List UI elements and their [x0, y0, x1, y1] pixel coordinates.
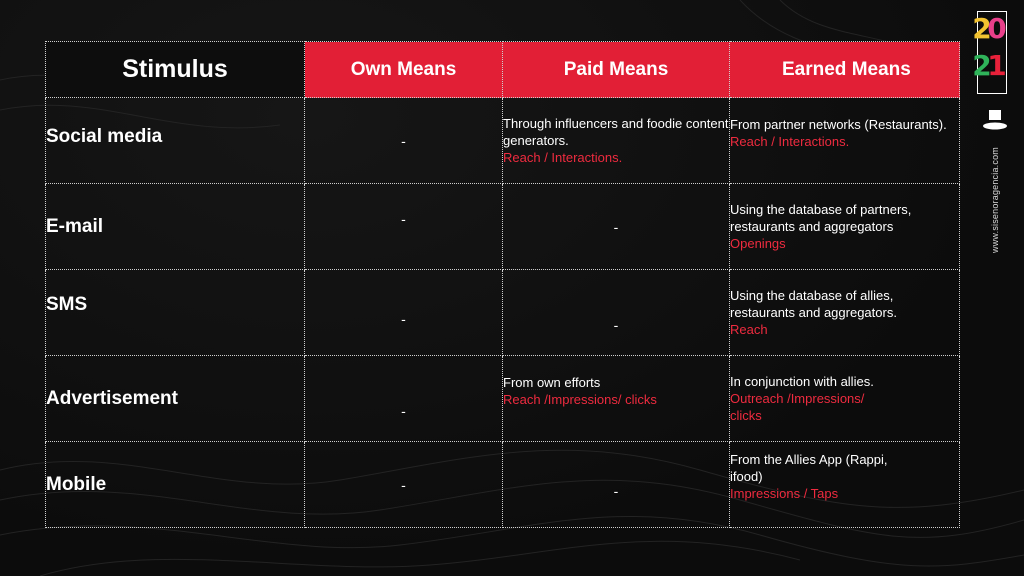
own-dash: -	[401, 132, 406, 149]
earned-description: Using the database of allies, restaurants and aggregators.	[730, 288, 897, 320]
header-earned-means: Earned Means	[730, 42, 960, 98]
top-hat-icon	[982, 107, 1008, 133]
table-row-advertisement	[46, 356, 960, 442]
paid-cell	[503, 98, 730, 184]
own-cell	[305, 270, 503, 356]
earned-metric: Impressions / Taps	[730, 486, 839, 501]
own-cell	[305, 184, 503, 270]
paid-dash: -	[613, 482, 619, 499]
own-dash: -	[401, 310, 406, 327]
paid-description: Through influencers and foodie content generators.	[503, 116, 729, 148]
logo-digit: 1	[987, 49, 1007, 82]
row-label-text: Advertisement	[46, 387, 178, 409]
earned-description: From the Allies App (Rappi, ifood)	[730, 452, 888, 484]
header-own-means: Own Means	[305, 42, 503, 98]
earned-description: Using the database of partners, restaurants and aggregators	[730, 202, 912, 234]
row-label-text: SMS	[46, 293, 88, 315]
row-label-text: E-mail	[46, 215, 104, 237]
website-url: www.sisenoragencia.com	[990, 147, 1000, 253]
row-label-text: Mobile	[46, 473, 107, 495]
earned-description: In conjunction with allies.	[730, 374, 874, 389]
logo-digit: 2	[972, 12, 992, 45]
website-vertical-text	[985, 140, 1005, 260]
paid-cell	[503, 356, 730, 442]
row-label	[46, 356, 305, 442]
own-dash: -	[401, 210, 406, 227]
earned-metric: Outreach /Impressions/ clicks	[730, 391, 865, 423]
paid-cell	[503, 184, 730, 270]
paid-metric: Reach /Impressions/ clicks	[503, 391, 657, 407]
earned-description: From partner networks (Restaurants).	[730, 116, 947, 132]
row-label	[46, 98, 305, 184]
earned-metric: Reach	[730, 322, 768, 337]
paid-dash: -	[613, 316, 619, 333]
logo-digit: 0	[987, 12, 1007, 45]
earned-cell	[730, 356, 960, 442]
paid-cell	[503, 270, 730, 356]
media-stimulus-table	[45, 41, 960, 528]
paid-cell	[503, 442, 730, 528]
paid-metric: Reach / Interactions.	[503, 150, 623, 165]
row-label	[46, 270, 305, 356]
earned-cell	[730, 442, 960, 528]
own-cell	[305, 98, 503, 184]
table-header-row	[46, 42, 960, 98]
paid-dash: -	[613, 218, 619, 235]
year-logo	[972, 11, 1007, 94]
row-label	[46, 442, 305, 528]
row-label	[46, 184, 305, 270]
paid-description: From own efforts	[503, 374, 601, 390]
table-row-email	[46, 184, 960, 270]
table-row-social-media	[46, 98, 960, 184]
earned-metric: Openings	[730, 236, 786, 251]
earned-metric: Reach / Interactions.	[730, 133, 850, 149]
header-stimulus: Stimulus	[46, 42, 305, 98]
earned-cell	[730, 184, 960, 270]
earned-cell	[730, 270, 960, 356]
logo-digit: 2	[972, 49, 992, 82]
table-row-mobile	[46, 442, 960, 528]
earned-cell	[730, 98, 960, 184]
table-row-sms	[46, 270, 960, 356]
row-label-text: Social media	[46, 125, 163, 147]
own-dash: -	[401, 402, 406, 419]
header-paid-means: Paid Means	[503, 42, 730, 98]
own-cell	[305, 442, 503, 528]
own-cell	[305, 356, 503, 442]
own-dash: -	[401, 476, 406, 493]
